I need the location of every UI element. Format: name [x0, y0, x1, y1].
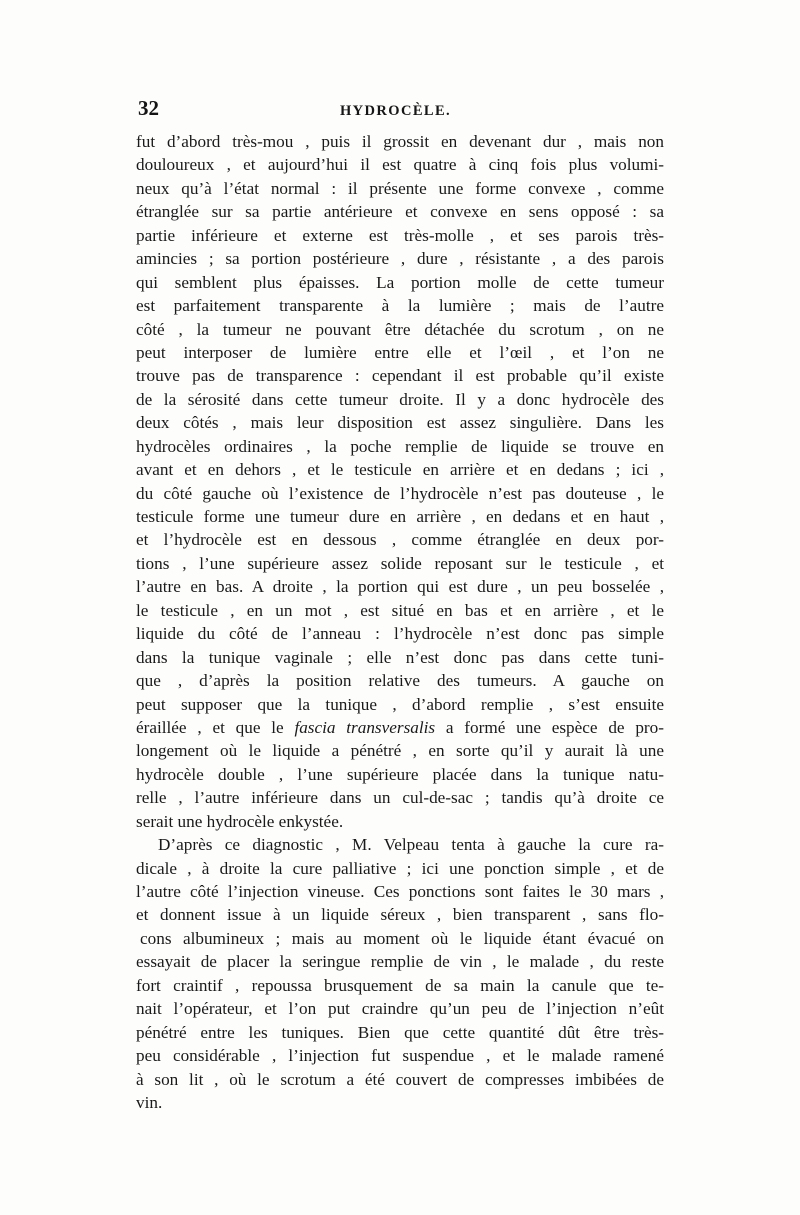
text-line: fut d’abord très-mou , puis il grossit en devenant dur , mais non — [136, 132, 664, 151]
text-line: et donnent issue à un liquide séreux , bien transparent , sans flo- — [136, 905, 664, 925]
text-line: fort craintif , repoussa brusquement de sa main la canule que te- — [136, 975, 664, 995]
text-line: tions , l’une supérieure assez solide reposant sur le testicule , et — [136, 553, 664, 573]
text-line: avant et en dehors , et le testicule en arrière et en dedans ; ici , — [136, 460, 664, 480]
text-line: le testicule , en un mot , est situé en bas et en arrière , et le — [136, 600, 664, 620]
text-line: à son lit , où le scrotum a été couvert de compresses imbibées de — [136, 1069, 664, 1089]
text-line: et l’hydrocèle est en dessous , comme étranglée en deux por- — [136, 530, 664, 550]
running-title: HYDROCÈLE. — [340, 103, 452, 119]
text-line-paragraph-start: D’après ce diagnostic , M. Velpeau tenta à gauche la cure ra- — [158, 835, 664, 855]
text-line-paragraph-end: serait une hydrocèle enkystée. — [136, 811, 344, 831]
body-text — [136, 130, 664, 1114]
text-segment: a formé une espèce de pro- — [435, 717, 664, 737]
text-line: pénétré entre les tuniques. Bien que cette quantité dût être très- — [136, 1022, 664, 1042]
text-line: côté , la tumeur ne pouvant être détachée du scrotum , on ne — [136, 319, 664, 339]
text-line: relle , l’autre inférieure dans un cul-de-sac ; tandis qu’à droite ce — [136, 788, 664, 808]
text-line: trouve pas de transparence : cependant il est probable qu’il existe — [136, 366, 664, 386]
text-line: de la sérosité dans cette tumeur droite. Il y a donc hydrocèle des — [136, 389, 664, 409]
text-line: l’autre en bas. A droite , la portion qui est dure , un peu bosselée , — [136, 577, 664, 597]
text-line: dans la tunique vaginale ; elle n’est donc pas dans cette tuni- — [136, 647, 664, 667]
text-line-final: vin. — [136, 1092, 163, 1112]
text-segment: éraillée , et que le — [136, 717, 295, 737]
text-line: essayait de placer la seringue remplie de vin , le malade , du reste — [136, 952, 664, 972]
text-line: du côté gauche où l’existence de l’hydrocèle n’est pas douteuse , le — [136, 483, 664, 503]
text-line: qui semblent plus épaisses. La portion molle de cette tumeur — [136, 272, 664, 292]
text-line: longement où le liquide a pénétré , en sorte qu’il y aurait là une — [136, 741, 664, 761]
text-line: peu considérable , l’injection fut suspendue , et le malade ramené — [136, 1046, 664, 1066]
text-line: étranglée sur sa partie antérieure et convexe en sens opposé : sa — [136, 202, 664, 222]
text-line: deux côtés , mais leur disposition est assez singulière. Dans les — [136, 413, 664, 433]
text-line: dicale , à droite la cure palliative ; ici une ponction simple , et de — [136, 858, 664, 878]
text-line: l’autre côté l’injection vineuse. Ces ponctions sont faites le 30 mars , — [136, 882, 664, 901]
page-number: 32 — [138, 96, 159, 120]
text-line: nait l’opérateur, et l’on put craindre qu’un peu de l’injection n’eût — [136, 999, 664, 1019]
text-line-with-italic — [136, 716, 664, 739]
text-line: douloureux , et aujourd’hui il est quatre à cinq fois plus volumi- — [136, 155, 664, 175]
text-line: amincies ; sa portion postérieure , dure , résistante , a des parois — [136, 249, 664, 269]
italic-term: fascia transversalis — [294, 717, 436, 737]
text-line: neux qu’à l’état normal : il présente une forme convexe , comme — [136, 178, 664, 198]
text-line: partie inférieure et externe est très-molle , et ses parois très- — [136, 225, 664, 245]
text-line: est parfaitement transparente à la lumière ; mais de l’autre — [136, 296, 664, 316]
text-line: cons albumineux ; mais au moment où le liquide étant évacué on — [140, 928, 664, 948]
text-line: hydrocèles ordinaires , la poche remplie de liquide se trouve en — [136, 436, 664, 456]
text-line: liquide du côté de l’anneau : l’hydrocèle n’est donc pas simple — [136, 624, 664, 644]
text-line: testicule forme une tumeur dure en arrière , en dedans et en haut , — [136, 507, 664, 526]
text-line: peut supposer que la tunique , d’abord remplie , s’est ensuite — [136, 694, 664, 714]
text-line: peut interposer de lumière entre elle et l’œil , et l’on ne — [136, 342, 664, 362]
text-line: hydrocèle double , l’une supérieure placée dans la tunique natu- — [136, 764, 664, 784]
text-line: que , d’après la position relative des tumeurs. A gauche on — [136, 671, 664, 691]
